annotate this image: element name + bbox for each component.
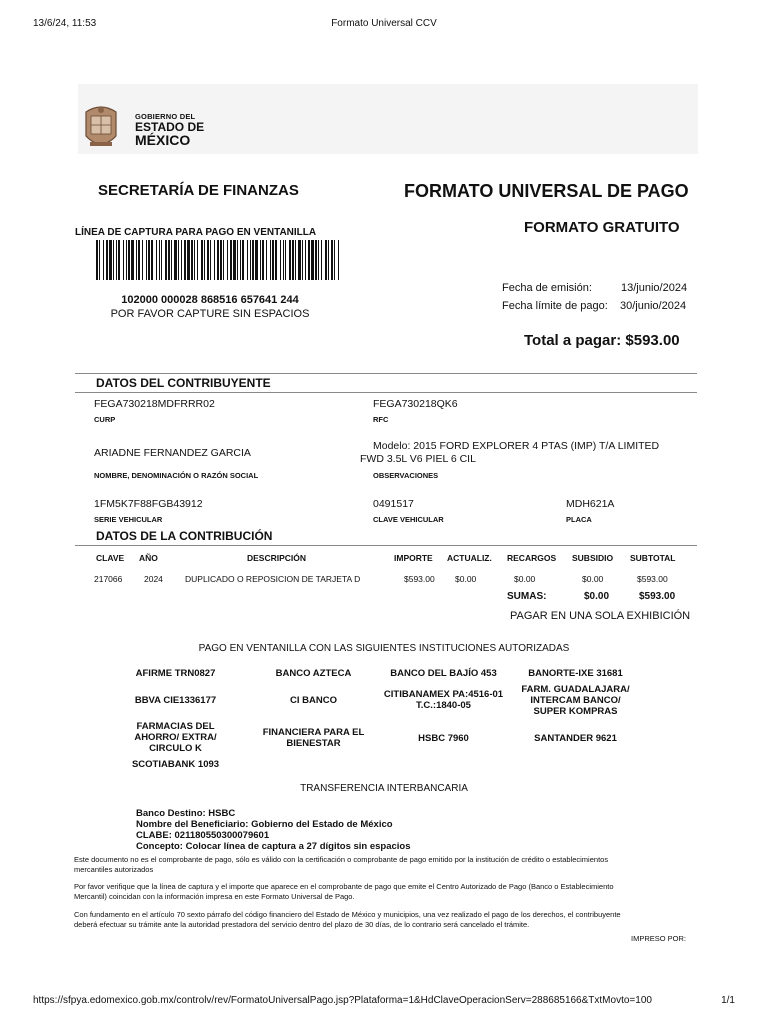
form-subtitle: FORMATO GRATUITO bbox=[524, 219, 680, 236]
bank-hsbc: HSBC 7960 bbox=[418, 733, 469, 744]
vehicle-serial-label: SERIE VEHICULAR bbox=[94, 515, 163, 524]
form-title: FORMATO UNIVERSAL DE PAGO bbox=[404, 181, 689, 201]
print-page-number: 1/1 bbox=[721, 995, 735, 1006]
bank-scotiabank: SCOTIABANK 1093 bbox=[131, 759, 220, 770]
bank-bajio: BANCO DEL BAJÍO 453 bbox=[390, 668, 497, 679]
divider bbox=[75, 545, 697, 546]
bank-santander: SANTANDER 9621 bbox=[534, 733, 617, 744]
divider bbox=[75, 392, 697, 393]
curp-value: FEGA730218MDFRRR02 bbox=[94, 398, 215, 410]
col-header-subtotal: SUBTOTAL bbox=[630, 553, 676, 563]
print-url: https://sfpya.edomexico.gob.mx/controlv/rev/FormatoUniversalPago.jsp?Plataforma=1&HdClaveOperacionServ=288685166&TxtMovto=100 bbox=[33, 995, 652, 1006]
state-seal-icon bbox=[82, 102, 120, 152]
bank-azteca: BANCO AZTECA bbox=[275, 668, 352, 679]
legal-paragraph-3-line-1: Con fundamento en el artículo 70 sexto párrafo del código financiero del Estado de México y municipios, una vez realizado el pago de los derechos, el contribuyente bbox=[74, 910, 621, 919]
bank-bbva: BBVA CIE1336177 bbox=[134, 695, 217, 706]
observations-value-line-2: FWD 3.5L V6 PIEL 6 CIL bbox=[360, 453, 476, 465]
plate-label: PLACA bbox=[566, 515, 592, 524]
row-actualiz: $0.00 bbox=[455, 574, 477, 584]
col-header-subsidio: SUBSIDIO bbox=[572, 553, 614, 563]
rfc-value: FEGA730218QK6 bbox=[373, 398, 458, 410]
secretaria-title: SECRETARÍA DE FINANZAS bbox=[98, 182, 299, 199]
row-importe: $593.00 bbox=[404, 574, 435, 584]
bank-farm-ahorro-line-2: AHORRO/ EXTRA/ bbox=[134, 732, 217, 743]
vehicle-key-value: 0491517 bbox=[373, 498, 414, 510]
col-header-clave: CLAVE bbox=[96, 553, 125, 563]
col-header-ano: AÑO bbox=[139, 553, 158, 563]
bank-citibanamex-line-2: T.C.:1840-05 bbox=[416, 700, 471, 711]
rfc-label: RFC bbox=[373, 415, 389, 424]
legal-paragraph-3-line-2: deberá efectuar su trámite ante la autoridad prestadora del servicio dentro del plazo de 30 días, de lo contrario será cancelado el trámite. bbox=[74, 920, 530, 929]
bank-farm-gdl-line-2: INTERCAM BANCO/ bbox=[530, 695, 621, 706]
printed-by-label: IMPRESO POR: bbox=[631, 934, 687, 943]
legal-paragraph-2-line-1: Por favor verifique que la línea de captura y el importe que aparece en el comprobante de pago que emite el Centro Autorizado de Pago (Banco o Establecimiento bbox=[74, 882, 614, 891]
bank-financiera-line-2: BIENESTAR bbox=[286, 738, 341, 749]
bank-farm-ahorro-line-3: CIRCULO K bbox=[149, 743, 202, 754]
plate-value: MDH621A bbox=[566, 498, 615, 510]
logo-line-1: GOBIERNO DEL bbox=[135, 112, 196, 121]
transfer-clabe: CLABE: 021180550300079601 bbox=[136, 830, 270, 841]
row-ano: 2024 bbox=[144, 574, 163, 584]
name-value: ARIADNE FERNANDEZ GARCIA bbox=[94, 447, 251, 459]
transfer-beneficiary: Nombre del Beneficiario: Gobierno del Estado de México bbox=[136, 819, 393, 830]
sums-subsidy: $0.00 bbox=[584, 591, 610, 602]
legal-paragraph-2-line-2: Mercantil) coincidan con la información impresa en este Formato Universal de Pago. bbox=[74, 892, 355, 901]
row-clave: 217066 bbox=[94, 574, 123, 584]
sums-subtotal: $593.00 bbox=[639, 591, 676, 602]
transfer-title: TRANSFERENCIA INTERBANCARIA bbox=[300, 783, 468, 794]
col-header-descripcion: DESCRIPCIÓN bbox=[247, 553, 307, 563]
bank-citibanamex-line-1: CITIBANAMEX PA:4516-01 bbox=[383, 689, 504, 700]
logo-line-2: ESTADO DE bbox=[135, 120, 205, 134]
curp-label: CURP bbox=[94, 415, 116, 424]
total-amount: Total a pagar: $593.00 bbox=[524, 332, 680, 349]
vehicle-serial-value: 1FM5K7F88FGB43912 bbox=[94, 498, 203, 510]
contribution-section-title: DATOS DE LA CONTRIBUCIÓN bbox=[96, 529, 273, 543]
divider bbox=[75, 373, 697, 374]
transfer-concept: Concepto: Colocar línea de captura a 27 dígitos sin espacios bbox=[136, 841, 411, 852]
bank-farm-gdl-line-1: FARM. GUADALAJARA/ bbox=[521, 684, 630, 695]
col-header-importe: IMPORTE bbox=[394, 553, 433, 563]
taxpayer-section-title: DATOS DEL CONTRIBUYENTE bbox=[96, 376, 271, 390]
capture-line-number: 102000 000028 868516 657641 244 bbox=[121, 294, 299, 306]
issue-date-label: Fecha de emisión: bbox=[502, 282, 592, 294]
name-label: NOMBRE, DENOMINACIÓN O RAZÓN SOCIAL bbox=[94, 471, 259, 480]
col-header-actualiz: ACTUALIZ. bbox=[447, 553, 492, 563]
row-subtotal: $593.00 bbox=[637, 574, 668, 584]
barcode-icon bbox=[96, 240, 339, 280]
capture-line-note: POR FAVOR CAPTURE SIN ESPACIOS bbox=[110, 308, 310, 320]
bank-afirme: AFIRME TRN0827 bbox=[135, 668, 216, 679]
due-date-value: 30/junio/2024 bbox=[620, 300, 687, 312]
issue-date-value: 13/junio/2024 bbox=[621, 282, 688, 294]
institutions-title: PAGO EN VENTANILLA CON LAS SIGUIENTES INSTITUCIONES AUTORIZADAS bbox=[198, 643, 570, 654]
row-subsidio: $0.00 bbox=[582, 574, 604, 584]
row-recargos: $0.00 bbox=[514, 574, 536, 584]
observations-value-line-1: Modelo: 2015 FORD EXPLORER 4 PTAS (IMP) T/A LIMITED bbox=[373, 440, 660, 452]
bank-farm-gdl-line-3: SUPER KOMPRAS bbox=[533, 706, 618, 717]
row-descripcion: DUPLICADO O REPOSICION DE TARJETA D bbox=[185, 574, 361, 584]
bank-farm-ahorro-line-1: FARMACIAS DEL bbox=[136, 721, 215, 732]
observations-label: OBSERVACIONES bbox=[373, 471, 439, 480]
capture-line-title: LÍNEA DE CAPTURA PARA PAGO EN VENTANILLA bbox=[75, 227, 317, 238]
legal-paragraph-1-line-2: mercantiles autorizados bbox=[74, 865, 154, 874]
legal-paragraph-1-line-1: Este documento no es el comprobante de pago, sólo es válido con la certificación o comprobante de pago emitido por la institución de crédito o establecimientos bbox=[74, 855, 609, 864]
bank-cibanco: CI BANCO bbox=[290, 695, 337, 706]
bank-banorte: BANORTE-IXE 31681 bbox=[528, 668, 623, 679]
due-date-label: Fecha límite de pago: bbox=[502, 300, 608, 312]
print-title: Formato Universal CCV bbox=[331, 18, 437, 29]
bank-financiera-line-1: FINANCIERA PARA EL bbox=[262, 727, 365, 738]
print-datetime: 13/6/24, 11:53 bbox=[33, 18, 97, 29]
vehicle-key-label: CLAVE VEHICULAR bbox=[373, 515, 444, 524]
col-header-recargos: RECARGOS bbox=[507, 553, 557, 563]
single-payment-note: PAGAR EN UNA SOLA EXHIBICIÓN bbox=[510, 610, 691, 622]
sums-label: SUMAS: bbox=[507, 591, 547, 602]
transfer-bank: Banco Destino: HSBC bbox=[136, 808, 236, 819]
logo-line-3: MÉXICO bbox=[135, 132, 191, 148]
